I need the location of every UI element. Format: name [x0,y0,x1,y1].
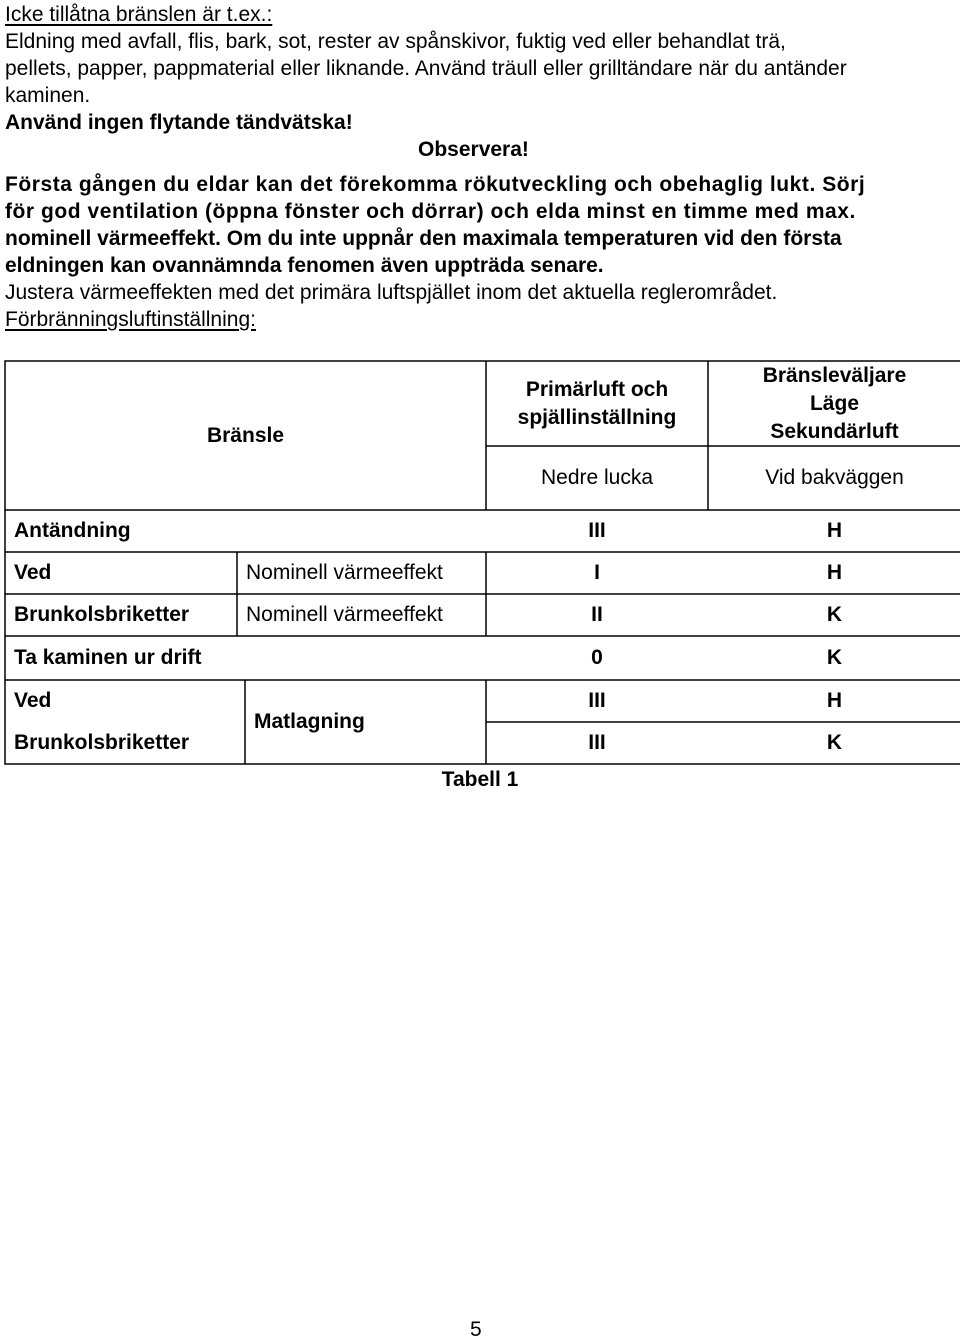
row-secondary-value: K [826,731,843,754]
header-primary-sub: Nedre lucka [540,466,654,489]
row-secondary-value: K [826,646,843,669]
observe-heading: Observera! [418,138,529,161]
adjust-text: Justera värmeeffekten med det primära luftspjället inom det aktuella reglerområdet. [5,281,778,304]
row-secondary-value: H [826,689,843,712]
row-label: Brunkolsbriketter [14,603,190,626]
row-primary-value: III [588,689,606,712]
intro-line-2: pellets, papper, pappmaterial eller liknande. Använd träull eller grilltändare när du antänder [5,57,847,80]
row-primary-value: III [588,731,606,754]
row-secondary-value: H [826,561,843,584]
row-detail: Nominell värmeeffekt [246,561,443,584]
notice-line-3: nominell värmeeffekt. Om du inte uppnår den maximala temperaturen vid den första [5,227,842,250]
row-label: Antändning [14,519,131,542]
settings-heading: Förbränningsluftinställning: [5,308,256,331]
header-secondary-sub: Vid bakväggen [765,466,904,489]
row-detail-cooking: Matlagning [254,710,365,733]
notice-line-2: för god ventilation (öppna fönster och dörrar) och elda minst en timme med max. [5,200,856,223]
row-secondary-value: H [826,519,843,542]
row-label: Brunkolsbriketter [14,731,190,754]
intro-line-3: kaminen. [5,84,91,107]
row-primary-value: II [591,603,603,626]
warning-text: Använd ingen flytande tändvätska! [5,111,353,134]
row-label: Ved [14,561,52,584]
row-primary-value: I [594,561,600,584]
row-label: Ta kaminen ur drift [14,646,202,669]
header-primary-air [486,361,708,446]
header-secondary-line-1: Bränsleväljare [762,363,907,387]
header-primary-line-1: Primärluft och [525,377,669,401]
intro-line-1: Eldning med avfall, flis, bark, sot, rester av spånskivor, fuktig ved eller behandlat trä, [5,30,786,53]
row-detail: Nominell värmeeffekt [246,603,443,626]
header-secondary-line-2: Läge [809,391,859,415]
row-secondary-value: K [826,603,843,626]
row-label: Ved [14,689,52,712]
header-fuel: Bränsle [206,423,285,447]
page-number: 5 [470,1318,482,1341]
header-secondary-line-3: Sekundärluft [770,419,899,443]
header-primary-line-2: spjällinställning [517,405,677,429]
notice-line-1: Första gången du eldar kan det förekomma rökutveckling och obehaglig lukt. Sörj [5,173,866,196]
row-primary-value: 0 [591,646,603,669]
row-primary-value: III [588,519,606,542]
table-caption: Tabell 1 [441,768,519,791]
header-secondary-air [708,361,960,446]
fuel-restrictions-heading: Icke tillåtna bränslen är t.ex.: [5,3,273,26]
notice-line-4: eldningen kan ovannämnda fenomen även uppträda senare. [5,254,604,277]
